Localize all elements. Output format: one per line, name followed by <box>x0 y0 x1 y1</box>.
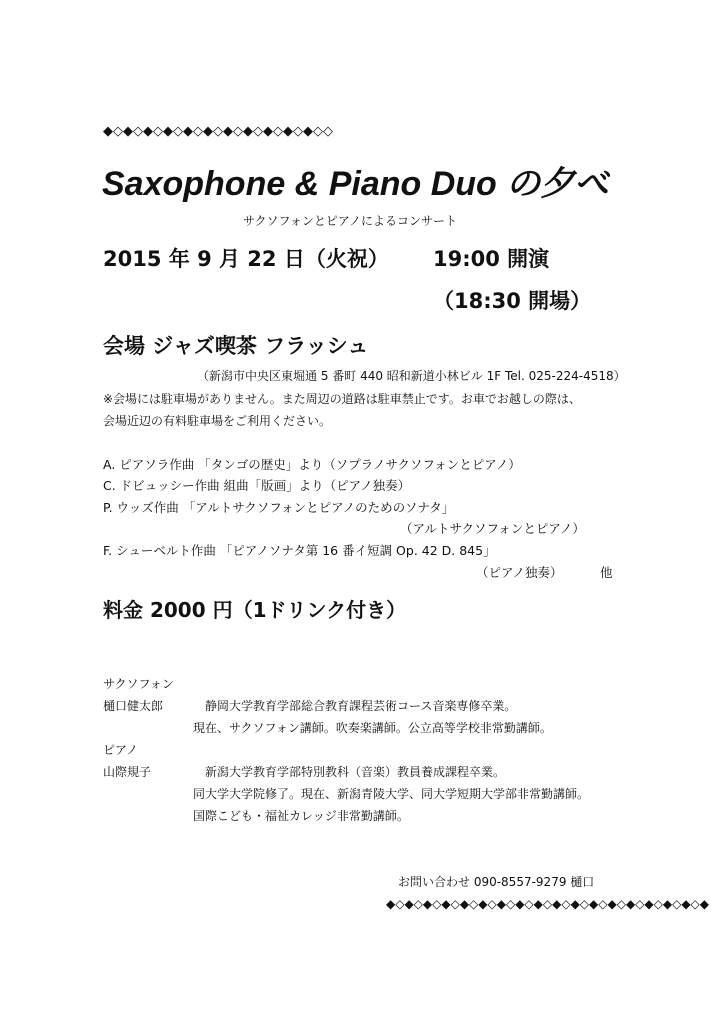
program-item-debussy: C. ドビュッシー作曲 組曲「版画」より（ピアノ独奏） <box>103 478 411 493</box>
top-diamond-border: ◆◇◆◇◆◇◆◇◆◇◆◇◆◇◆◇◆◇◆◇◆◇◇ <box>103 124 333 139</box>
pianist-name: 山際規子 <box>103 765 152 779</box>
pianist-bio-line-3: 国際こども・福祉カレッジ非常勤講師。 <box>193 809 409 823</box>
venue-address: （新潟市中央区東堀通 5 番町 440 昭和新道小林ビル 1F Tel. 025-224-4518） <box>197 369 626 383</box>
doors-open-time: （18:30 開場） <box>433 289 592 313</box>
concert-date: 2015 年 9 月 22 日（火祝） <box>103 247 389 271</box>
parking-note-line-2: 会場近辺の有料駐車場をご利用ください。 <box>103 414 332 428</box>
bottom-diamond-border: ◆◇◆◇◆◇◆◇◆◇◆◇◆◇◆◇◆◇◆◇◆◇◆◇◆◇◆◇◆◇◆◇◆◇◆ <box>386 897 709 911</box>
parking-note-line-1: ※会場には駐車場がありません。また周辺の道路は駐車禁止です。お車でお越しの際は、 <box>103 392 581 406</box>
program-item-piazzolla: A. ピアソラ作曲 「タンゴの歴史」より（ソプラノサクソフォンとピアノ） <box>103 457 521 472</box>
start-time: 19:00 開演 <box>433 247 550 271</box>
program-item-schubert-instrumentation: （ピアノ独奏） <box>476 565 563 580</box>
program-item-others: 他 <box>600 565 613 580</box>
program-item-woods: P. ウッズ作曲 「アルトサクソフォンとピアノのためのソナタ」 <box>103 500 455 515</box>
program-item-schubert: F. シューベルト作曲 「ピアノソナタ第 16 番イ短調 Op. 42 D. 845」 <box>103 543 496 558</box>
concert-subtitle: サクソフォンとピアノによるコンサート <box>243 214 457 228</box>
saxophonist-name: 樋口健太郎 <box>103 699 164 713</box>
pianist-bio-line-1: 新潟大学教育学部特別教科（音楽）教員養成課程卒業。 <box>205 765 506 779</box>
ticket-price: 料金 2000 円（1ドリンク付き） <box>103 598 407 622</box>
saxophone-label: サクソフォン <box>103 677 174 691</box>
piano-label: ピアノ <box>103 743 139 757</box>
program-item-woods-instrumentation: （アルトサクソフォンとピアノ） <box>400 521 585 536</box>
pianist-bio-line-2: 同大学大学院修了。現在、新潟青陵大学、同大学短期大学部非常勤講師。 <box>193 787 590 801</box>
contact-info: お問い合わせ 090-8557-9279 樋口 <box>398 875 595 889</box>
saxophonist-bio-line-1: 静岡大学教育学部総合教育課程芸術コース音楽専修卒業。 <box>205 699 517 713</box>
saxophonist-bio-line-2: 現在、サクソフォン講師。吹奏楽講師。公立高等学校非常勤講師。 <box>193 721 552 735</box>
concert-title: Saxophone & Piano Duo の夕べ <box>102 165 609 203</box>
venue-heading: 会場 ジャズ喫茶 フラッシュ <box>103 334 369 358</box>
